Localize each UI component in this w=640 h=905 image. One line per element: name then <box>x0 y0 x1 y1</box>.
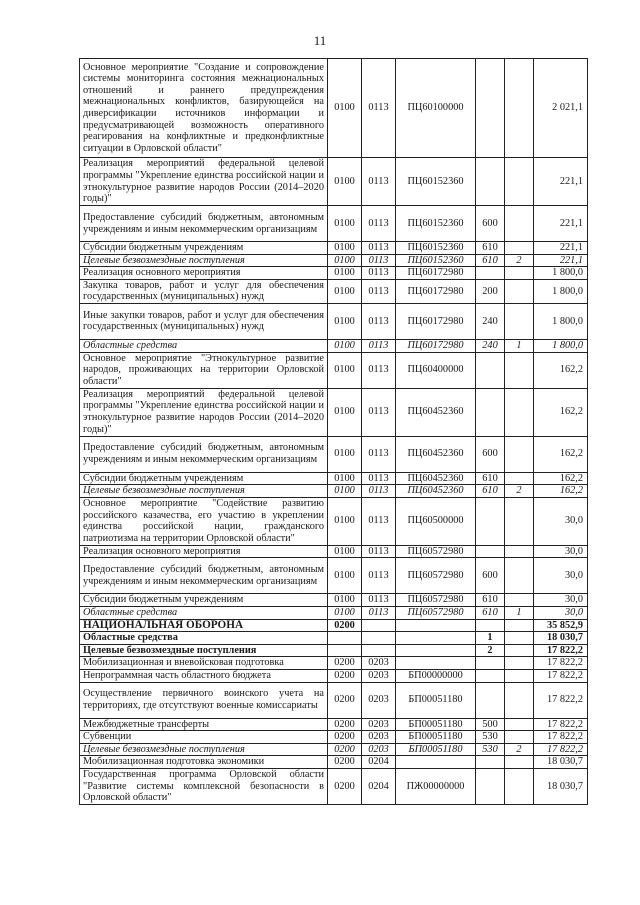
table-row <box>80 606 588 619</box>
table-row <box>80 558 588 594</box>
row-expense-type: 600 <box>476 436 505 472</box>
row-target-article: БП00000000 <box>396 669 476 682</box>
row-section: 0200 <box>328 718 362 731</box>
row-funding-source <box>505 756 534 769</box>
row-funding-source <box>505 158 534 206</box>
row-funding-source <box>505 558 534 594</box>
row-subsection: 0203 <box>362 669 396 682</box>
row-name: Субвенции <box>80 731 328 744</box>
row-target-article: ПЦ60452360 <box>396 388 476 436</box>
row-amount: 17 822,2 <box>534 743 588 756</box>
row-target-article <box>396 657 476 670</box>
row-expense-type: 610 <box>476 254 505 267</box>
row-funding-source <box>505 669 534 682</box>
row-amount: 221,1 <box>534 206 588 242</box>
row-funding-source <box>505 644 534 657</box>
row-amount: 35 852,9 <box>534 619 588 632</box>
row-subsection: 0113 <box>362 436 396 472</box>
row-expense-type <box>476 756 505 769</box>
row-target-article: ПЦ60452360 <box>396 472 476 485</box>
row-amount: 162,2 <box>534 472 588 485</box>
row-name: Мобилизационная и вневойсковая подготовка <box>80 657 328 670</box>
row-target-article: ПЦ60152360 <box>396 206 476 242</box>
row-expense-type: 610 <box>476 485 505 498</box>
row-subsection: 0203 <box>362 682 396 718</box>
row-section: 0100 <box>328 558 362 594</box>
table-row <box>80 279 588 303</box>
row-expense-type: 600 <box>476 206 505 242</box>
row-expense-type: 240 <box>476 339 505 352</box>
row-target-article: ПЦ60572980 <box>396 545 476 558</box>
row-target-article: ПЖ00000000 <box>396 768 476 804</box>
row-name: Предоставление субсидий бюджетным, автономным учреждениям и иным некоммерческим организациям <box>80 436 328 472</box>
table-row <box>80 472 588 485</box>
table-row <box>80 267 588 280</box>
row-name: Основное мероприятие "Создание и сопровождение системы мониторинга состояния межнациональных отношений и раннего предупреждения межнациональных конфликтов, базирующейся на диверсификации источников информации и предусматривающей возможность оперативного реагирования на конфликтные и предконфликтные ситуации в Орловской области" <box>80 59 328 158</box>
row-subsection: 0113 <box>362 497 396 545</box>
row-target-article: ПЦ60172980 <box>396 279 476 303</box>
row-section: 0100 <box>328 339 362 352</box>
row-section: 0100 <box>328 472 362 485</box>
row-subsection: 0113 <box>362 558 396 594</box>
row-funding-source: 1 <box>505 606 534 619</box>
row-name: Основное мероприятие "Содействие развитию российского казачества, его участию в укреплении единства российской нации, гражданского патриотизма на территории Орловской области" <box>80 497 328 545</box>
row-amount: 1 800,0 <box>534 267 588 280</box>
row-funding-source: 2 <box>505 485 534 498</box>
row-subsection: 0113 <box>362 545 396 558</box>
row-subsection: 0113 <box>362 158 396 206</box>
row-section: 0100 <box>328 242 362 255</box>
row-section: 0100 <box>328 254 362 267</box>
row-funding-source <box>505 206 534 242</box>
row-section: 0100 <box>328 594 362 607</box>
row-expense-type <box>476 352 505 388</box>
row-subsection: 0203 <box>362 718 396 731</box>
row-funding-source <box>505 352 534 388</box>
row-subsection: 0204 <box>362 756 396 769</box>
row-section: 0200 <box>328 731 362 744</box>
row-subsection: 0204 <box>362 768 396 804</box>
row-name: Государственная программа Орловской области "Развитие системы комплексной безопасности в Орловской области" <box>80 768 328 804</box>
table-row <box>80 254 588 267</box>
row-amount: 30,0 <box>534 497 588 545</box>
row-funding-source <box>505 59 534 158</box>
row-expense-type: 610 <box>476 594 505 607</box>
row-funding-source <box>505 303 534 339</box>
row-section: 0200 <box>328 768 362 804</box>
row-expense-type: 2 <box>476 644 505 657</box>
row-amount: 17 822,2 <box>534 731 588 744</box>
row-subsection <box>362 644 396 657</box>
row-amount: 221,1 <box>534 242 588 255</box>
row-name: Предоставление субсидий бюджетным, автономным учреждениям и иным некоммерческим организациям <box>80 558 328 594</box>
row-funding-source: 1 <box>505 339 534 352</box>
row-name: НАЦИОНАЛЬНАЯ ОБОРОНА <box>80 619 328 632</box>
table-row <box>80 768 588 804</box>
row-expense-type: 610 <box>476 242 505 255</box>
row-funding-source <box>505 472 534 485</box>
row-section: 0100 <box>328 485 362 498</box>
row-name: Реализация основного мероприятия <box>80 545 328 558</box>
row-subsection: 0203 <box>362 657 396 670</box>
row-subsection: 0113 <box>362 279 396 303</box>
table-row <box>80 485 588 498</box>
row-funding-source <box>505 718 534 731</box>
row-section <box>328 632 362 645</box>
table-row <box>80 657 588 670</box>
row-section: 0100 <box>328 267 362 280</box>
table-row <box>80 594 588 607</box>
row-target-article: ПЦ60452360 <box>396 436 476 472</box>
row-section: 0100 <box>328 606 362 619</box>
row-section: 0100 <box>328 388 362 436</box>
row-amount: 1 800,0 <box>534 279 588 303</box>
row-expense-type <box>476 59 505 158</box>
row-amount: 17 822,2 <box>534 644 588 657</box>
row-amount: 30,0 <box>534 558 588 594</box>
row-amount: 162,2 <box>534 352 588 388</box>
row-amount: 18 030,7 <box>534 632 588 645</box>
table-row <box>80 743 588 756</box>
row-funding-source <box>505 545 534 558</box>
row-target-article <box>396 619 476 632</box>
row-target-article: ПЦ60572980 <box>396 558 476 594</box>
row-subsection: 0113 <box>362 339 396 352</box>
row-section: 0100 <box>328 436 362 472</box>
row-expense-type <box>476 267 505 280</box>
row-section: 0200 <box>328 743 362 756</box>
row-amount: 17 822,2 <box>534 682 588 718</box>
row-expense-type: 200 <box>476 279 505 303</box>
row-target-article: ПЦ60572980 <box>396 606 476 619</box>
row-name: Мобилизационная подготовка экономики <box>80 756 328 769</box>
row-funding-source <box>505 497 534 545</box>
row-amount: 30,0 <box>534 594 588 607</box>
row-name: Иные закупки товаров, работ и услуг для обеспечения государственных (муниципальных) нужд <box>80 303 328 339</box>
row-expense-type <box>476 388 505 436</box>
row-expense-type <box>476 619 505 632</box>
table-row <box>80 352 588 388</box>
row-amount: 162,2 <box>534 485 588 498</box>
row-subsection: 0113 <box>362 606 396 619</box>
row-name: Областные средства <box>80 606 328 619</box>
row-name: Закупка товаров, работ и услуг для обеспечения государственных (муниципальных) нужд <box>80 279 328 303</box>
row-section: 0200 <box>328 756 362 769</box>
row-expense-type: 530 <box>476 743 505 756</box>
row-section: 0100 <box>328 497 362 545</box>
row-target-article: ПЦ60572980 <box>396 594 476 607</box>
row-name: Целевые безвозмездные поступления <box>80 254 328 267</box>
row-amount: 1 800,0 <box>534 303 588 339</box>
row-expense-type <box>476 158 505 206</box>
row-target-article: ПЦ60500000 <box>396 497 476 545</box>
table-row <box>80 619 588 632</box>
table-row <box>80 731 588 744</box>
row-section: 0100 <box>328 206 362 242</box>
row-expense-type: 610 <box>476 472 505 485</box>
table-row <box>80 339 588 352</box>
row-target-article: БП00051180 <box>396 731 476 744</box>
row-target-article: ПЦ60100000 <box>396 59 476 158</box>
row-expense-type: 1 <box>476 632 505 645</box>
table-row <box>80 669 588 682</box>
row-amount: 221,1 <box>534 254 588 267</box>
row-expense-type: 530 <box>476 731 505 744</box>
row-name: Осуществление первичного воинского учета на территориях, где отсутствуют военные комиссариаты <box>80 682 328 718</box>
row-target-article <box>396 644 476 657</box>
row-expense-type: 610 <box>476 606 505 619</box>
row-expense-type <box>476 497 505 545</box>
row-target-article: ПЦ60452360 <box>396 485 476 498</box>
row-amount: 30,0 <box>534 545 588 558</box>
row-funding-source <box>505 388 534 436</box>
table-row <box>80 497 588 545</box>
row-funding-source: 2 <box>505 254 534 267</box>
row-amount: 1 800,0 <box>534 339 588 352</box>
row-expense-type <box>476 768 505 804</box>
row-subsection: 0113 <box>362 485 396 498</box>
row-section: 0100 <box>328 352 362 388</box>
row-section: 0200 <box>328 669 362 682</box>
row-name: Реализация мероприятий федеральной целевой программы "Укрепление единства российской нации и этнокультурное развитие народов России (2014–2020 годы)" <box>80 158 328 206</box>
row-target-article: БП00051180 <box>396 743 476 756</box>
row-funding-source <box>505 279 534 303</box>
page-number: 11 <box>313 33 327 48</box>
table-row <box>80 303 588 339</box>
row-subsection: 0203 <box>362 743 396 756</box>
row-name: Субсидии бюджетным учреждениям <box>80 594 328 607</box>
table-row <box>80 206 588 242</box>
row-section: 0100 <box>328 303 362 339</box>
row-amount: 162,2 <box>534 436 588 472</box>
table-row <box>80 388 588 436</box>
row-subsection: 0113 <box>362 267 396 280</box>
row-subsection: 0113 <box>362 303 396 339</box>
row-amount: 162,2 <box>534 388 588 436</box>
row-name: Предоставление субсидий бюджетным, автономным учреждениям и иным некоммерческим организациям <box>80 206 328 242</box>
row-expense-type <box>476 669 505 682</box>
row-expense-type: 500 <box>476 718 505 731</box>
row-funding-source <box>505 594 534 607</box>
row-name: Целевые безвозмездные поступления <box>80 743 328 756</box>
row-section <box>328 644 362 657</box>
row-subsection <box>362 619 396 632</box>
budget-table <box>79 58 588 805</box>
row-expense-type <box>476 657 505 670</box>
row-subsection: 0113 <box>362 254 396 267</box>
row-subsection: 0113 <box>362 594 396 607</box>
row-funding-source <box>505 768 534 804</box>
row-subsection <box>362 632 396 645</box>
row-target-article: БП00051180 <box>396 718 476 731</box>
row-name: Целевые безвозмездные поступления <box>80 644 328 657</box>
row-subsection: 0113 <box>362 59 396 158</box>
row-expense-type: 600 <box>476 558 505 594</box>
table-row <box>80 545 588 558</box>
row-name: Целевые безвозмездные поступления <box>80 485 328 498</box>
row-funding-source <box>505 657 534 670</box>
row-expense-type <box>476 545 505 558</box>
row-funding-source <box>505 436 534 472</box>
row-expense-type <box>476 682 505 718</box>
row-target-article: ПЦ60152360 <box>396 254 476 267</box>
row-subsection: 0113 <box>362 352 396 388</box>
row-subsection: 0113 <box>362 206 396 242</box>
row-amount: 18 030,7 <box>534 756 588 769</box>
row-subsection: 0113 <box>362 242 396 255</box>
row-target-article <box>396 632 476 645</box>
row-target-article: ПЦ60172980 <box>396 303 476 339</box>
table-row <box>80 632 588 645</box>
row-name: Межбюджетные трансферты <box>80 718 328 731</box>
row-name: Субсидии бюджетным учреждениям <box>80 242 328 255</box>
row-funding-source: 2 <box>505 743 534 756</box>
row-amount: 17 822,2 <box>534 669 588 682</box>
row-name: Непрограммная часть областного бюджета <box>80 669 328 682</box>
table-row <box>80 682 588 718</box>
row-target-article: ПЦ60152360 <box>396 158 476 206</box>
table-row <box>80 436 588 472</box>
row-section: 0200 <box>328 657 362 670</box>
row-amount: 17 822,2 <box>534 718 588 731</box>
row-funding-source <box>505 632 534 645</box>
row-target-article <box>396 756 476 769</box>
table-row <box>80 718 588 731</box>
row-section: 0200 <box>328 619 362 632</box>
row-amount: 30,0 <box>534 606 588 619</box>
table-row <box>80 242 588 255</box>
row-name: Областные средства <box>80 339 328 352</box>
row-subsection: 0113 <box>362 472 396 485</box>
row-name: Реализация мероприятий федеральной целевой программы "Укрепление единства российской нации и этнокультурное развитие народов России (2014–2020 годы)" <box>80 388 328 436</box>
row-subsection: 0203 <box>362 731 396 744</box>
row-amount: 2 021,1 <box>534 59 588 158</box>
row-amount: 18 030,7 <box>534 768 588 804</box>
row-funding-source <box>505 682 534 718</box>
row-section: 0100 <box>328 59 362 158</box>
row-expense-type: 240 <box>476 303 505 339</box>
row-funding-source <box>505 267 534 280</box>
table-row <box>80 644 588 657</box>
table-row <box>80 158 588 206</box>
row-section: 0100 <box>328 279 362 303</box>
row-name: Субсидии бюджетным учреждениям <box>80 472 328 485</box>
row-name: Основное мероприятие "Этнокультурное развитие народов, проживающих на территории Орловской области" <box>80 352 328 388</box>
row-target-article: ПЦ60172980 <box>396 339 476 352</box>
row-subsection: 0113 <box>362 388 396 436</box>
table-row <box>80 756 588 769</box>
row-section: 0100 <box>328 545 362 558</box>
row-funding-source <box>505 242 534 255</box>
row-target-article: ПЦ60172980 <box>396 267 476 280</box>
row-target-article: БП00051180 <box>396 682 476 718</box>
row-target-article: ПЦ60152360 <box>396 242 476 255</box>
row-section: 0200 <box>328 682 362 718</box>
row-funding-source <box>505 731 534 744</box>
row-name: Реализация основного мероприятия <box>80 267 328 280</box>
row-target-article: ПЦ60400000 <box>396 352 476 388</box>
table-row <box>80 59 588 158</box>
row-name: Областные средства <box>80 632 328 645</box>
row-amount: 221,1 <box>534 158 588 206</box>
row-funding-source <box>505 619 534 632</box>
row-amount: 17 822,2 <box>534 657 588 670</box>
row-section: 0100 <box>328 158 362 206</box>
